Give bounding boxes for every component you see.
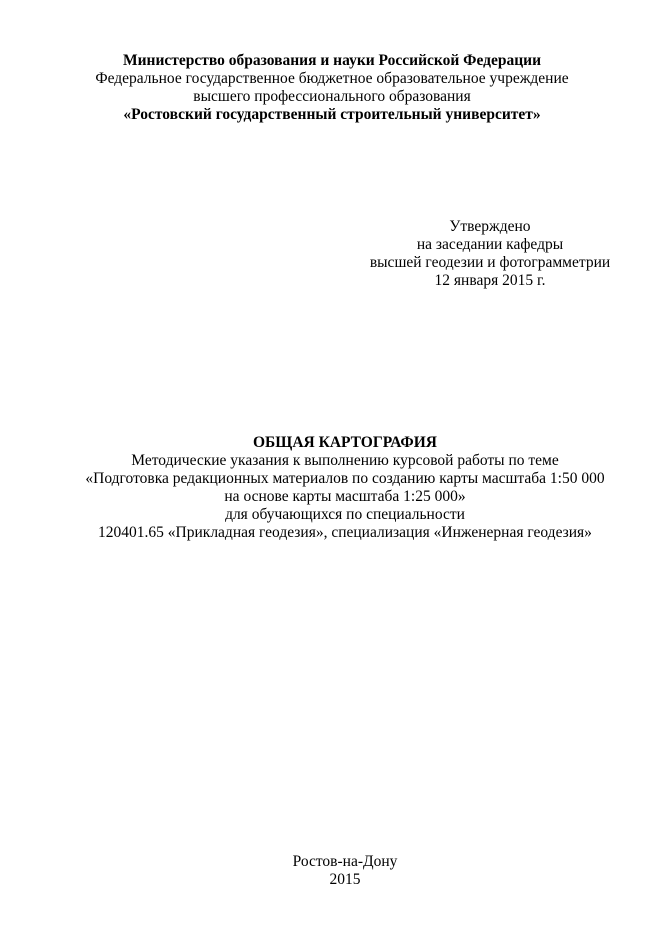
topic-line-1: «Подготовка редакционных материалов по созданию карты масштаба 1:50 000: [85, 470, 605, 487]
specialty-line: 120401.65 «Прикладная геодезия», специализация «Инженерная геодезия»: [98, 524, 592, 541]
approval-date: 12 января 2015 г.: [434, 272, 546, 289]
document-title: ОБЩАЯ КАРТОГРАФИЯ: [253, 434, 437, 451]
approval-meeting: на заседании кафедры: [416, 236, 564, 253]
approval-heading: Утверждено: [449, 218, 531, 235]
city: Ростов-на-Дону: [292, 853, 398, 870]
header-block: [0, 52, 664, 124]
approval-department: высшей геодезии и фотограмметрии: [369, 254, 611, 271]
document-subtitle: Методические указания к выполнению курсовой работы по теме: [131, 452, 559, 469]
topic-line-2: на основе карты масштаба 1:25 000»: [224, 488, 466, 505]
ministry-name: Министерство образования и науки Российской Федерации: [122, 52, 542, 69]
approval-block: [364, 218, 616, 290]
title-block: [0, 434, 664, 542]
footer-block: [0, 853, 664, 889]
university-name: «Ростовский государственный строительный университет»: [123, 106, 541, 123]
institution-type-line-2: высшего профессионального образования: [193, 88, 471, 105]
institution-type-line-1: Федеральное государственное бюджетное образовательное учреждение: [95, 70, 569, 87]
audience-line: для обучающихся по специальности: [225, 506, 465, 523]
year: 2015: [329, 871, 361, 888]
